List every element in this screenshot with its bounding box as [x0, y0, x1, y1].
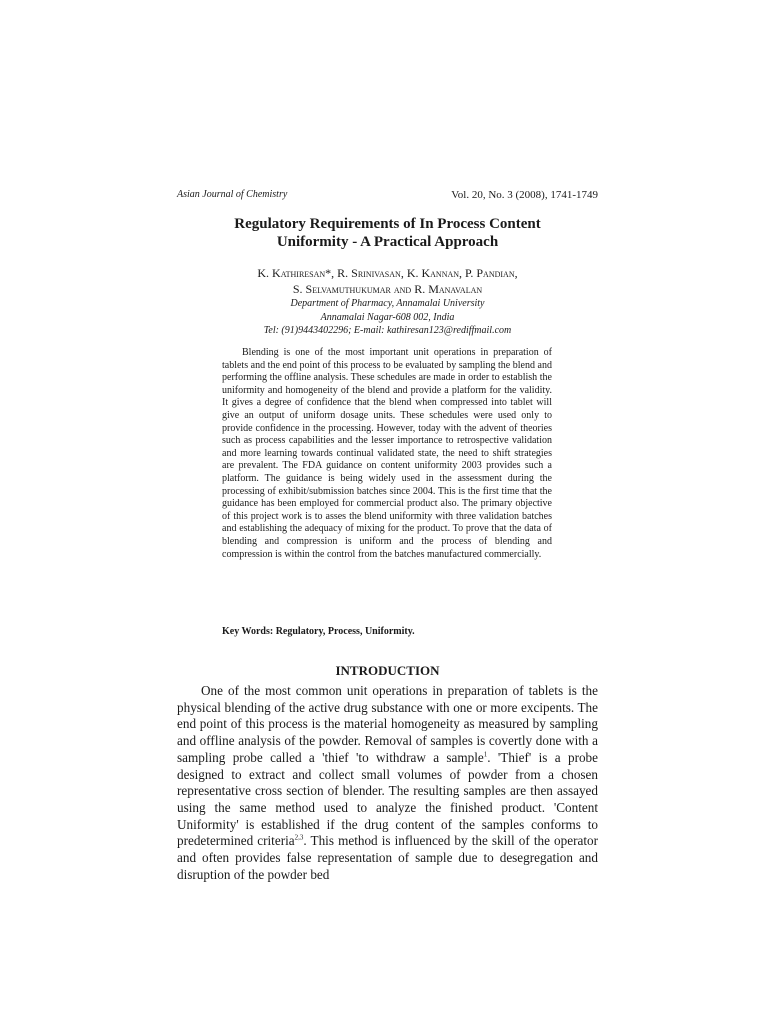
authors-line-2: S. Selvamuthukumar and R. Manavalan: [292, 282, 483, 296]
paper-title: [177, 215, 598, 251]
affiliation-contact: Tel: (91)9443402296; E-mail: kathiresan123@rediffmail.com: [263, 325, 512, 336]
title-line-2: Uniformity - A Practical Approach: [276, 234, 499, 250]
abstract-text: Blending is one of the most important unit operations in preparation of tablets and the end point of this process to be evaluated by sampling the blend and performing the offline analysis. These schedules are made in order to establish the uniformity and homogeneity of the blend and provide a platform for the validity. It gives a degree of confidence that the blend when compressed into tablet will give an output of uniform dosage units. These schedules were used only to provide confidence in the processing. However, today with the advent of theories such as process capabilities and the lesser importance to retrospective validation and more learning towards continual validated state, the need to shift strategies are prevalent. The FDA guidance on content uniformity 2003 provides such a platform. The guidance is being widely used in the assessment during the processing of exhibit/submission batches since 2004. This is the first time that the guidance has been employed for commercial product also. The primary objective of this project work is to asses the blend uniformity with three validation batches and establishing the adequacy of mixing for the product. To prove that the data of blending and compression is uniform and the process of blending and compression is within the control from the batches manufactured commercially.: [222, 347, 552, 560]
affiliation-department: Department of Pharmacy, Annamalai University: [290, 298, 485, 309]
volume-info: Vol. 20, No. 3 (2008), 1741-1749: [451, 189, 598, 201]
journal-name: Asian Journal of Chemistry: [177, 189, 288, 200]
author-list: [177, 265, 598, 297]
running-head: [177, 187, 598, 203]
intro-text-part-3: . This method is influenced by the skill of the operator and often provides false representation of sample due to desegregation and disruption of the powder bed: [177, 833, 598, 882]
affiliation: [177, 297, 598, 338]
authors-line-1: K. Kathiresan*, R. Srinivasan, K. Kannan, P. Pandian,: [257, 266, 518, 280]
citation-ref-2-3: 2,3: [294, 833, 304, 842]
intro-text-part-1: One of the most common unit operations in preparation of tablets is the physical blending of the active drug substance with one or more excipents. The end point of this process is the material homogeneity as measured by sampling and offline analysis of the powder. Removal of samples is covertly done with a sampling probe called a 'thief 'to withdraw a sample: [177, 683, 598, 765]
introduction-paragraph: [177, 683, 598, 883]
title-line-1: Regulatory Requirements of In Process Content: [234, 216, 541, 232]
section-heading-introduction: INTRODUCTION: [335, 663, 440, 678]
keywords: Key Words: Regulatory, Process, Uniformity.: [222, 626, 415, 637]
affiliation-address: Annamalai Nagar-608 002, India: [320, 311, 455, 323]
citation-ref-1: 1: [483, 750, 488, 759]
intro-text-part-2: . 'Thief' is a probe designed to extract and collect small volumes of powder from a chosen representative cross section of blender. The resulting samples are then assayed using the same method used to analyze the finished product. 'Content Uniformity' is established if the drug content of the samples conforms to predetermined criteria: [177, 749, 598, 849]
